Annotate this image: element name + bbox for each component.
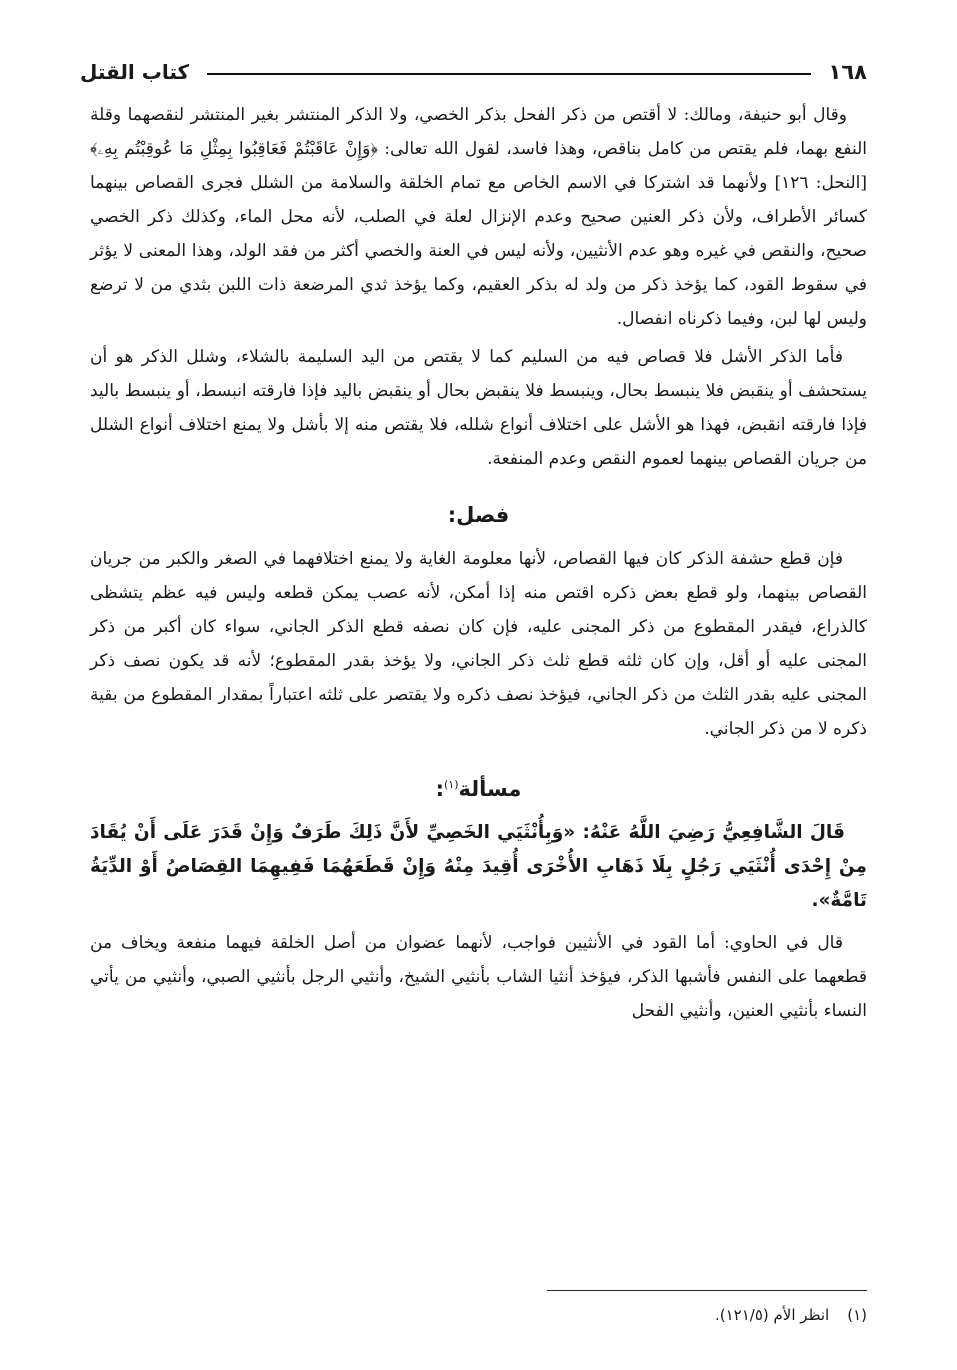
masala-heading xyxy=(90,768,867,806)
main-text xyxy=(90,98,867,1032)
section-heading: فصل: xyxy=(447,503,510,527)
footnote-rule xyxy=(547,1290,867,1291)
paragraph: قال في الحاوي: أما القود في الأنثيين فواجب، لأنهما عضوان من أصل الخلقة فيهما منفعة ويخاف من قطعهما على النفس فأشبها الذكر، فيؤخذ أنثيا الشاب بأنثيي الشيخ، وأنثيي الرجل بأنثيي الصبي، وأنثيي من يأتي النساء بأنثيي العنين، وأنثيي الفحل xyxy=(90,933,867,1021)
paragraph: وقال أبو حنيفة، ومالك: لا أقتص من ذكر الفحل بذكر الخصي، ولا الذكر المنتشر بغير المنتشر لنقصهما وقلة النفع بهما، فلم يقتص من كامل بناقص، وهذا فاسد، لقول الله تعالى: ﴿وَإِنْ عَاقَبْتُمْ فَعَاقِبُوا بِمِثْلِ مَا عُوقِبْتُم بِهِۦ﴾ [النحل: ١٢٦] ولأنهما قد اشتركا في الاسم الخاص مع تمام الخلقة والسلامة من الشلل فجرى القصاص بينهما كسائر الأطراف، ولأن ذكر العنين صحيح وعدم الإنزال لعلة في الصلب، لأنه محل الماء، وكذلك ذكر الخصي صحيح، والنقص في غيره وهو عدم الأنثيين، ولأنه ليس في العنة والخصي أكثر من فقد الولد، وهذا المعنى لا يؤثر في سقوط القود، كما يؤخذ ذكر من ولد له بذكر العقيم، وكما يؤخذ ثدي المرضعة ذات اللبن بثدي من لا ترضع وليس لها لبن، وفيما ذكرناه انفصال. xyxy=(90,105,867,329)
masala-heading-text: مسألة xyxy=(458,777,522,801)
chapter-title: كتاب القتل xyxy=(80,60,190,84)
header-rule xyxy=(207,73,810,75)
paragraph: فأما الذكر الأشل فلا قصاص فيه من السليم كما لا يقتص من اليد السليمة بالشلاء، وشلل الذكر هو أن يستحشف أو ينقبض فلا ينبسط بحال، وينبسط فلا ينقبض بحال أو ينقبض باليد فإذا فارقته انبسط، أو ينبسط باليد فإذا فارقته انقبض، فهذا هو الأشل على اختلاف أنواع شلله، فلا يقتص منه إلا بأشل ولا يمنع اختلاف أنواع الشلل من جريان القصاص بينهما لعموم النقص وعدم المنفعة. xyxy=(90,347,867,469)
page-number: ١٦٨ xyxy=(828,60,867,84)
paragraph: فإن قطع حشفة الذكر كان فيها القصاص، لأنها معلومة الغاية ولا يمنع اختلافهما في الصغر والكبر من جريان القصاص بينهما، ولو قطع بعض ذكره اقتص منه إذا أمكن، لأنه عصب يمكن قطعه وليس فيه عظم يتشظى كالذراع، فيقدر المقطوع من ذكر المجنى عليه، فإن كان نصفه قطع الذكر الجاني، سواء كان أكبر من ذكر المجنى عليه أو أقل، وإن كان ثلثه قطع ثلث ذكر الجاني، ولا يؤخذ بقدر المقطوع؛ لأنه قد يكون نصف ذكر المجنى عليه بقدر الثلث من ذكر الجاني، فيؤخذ نصف ذكره ولا يقتصر على ثلثه اعتباراً بمقدار المقطوع من بقية ذكره لا من ذكر الجاني. xyxy=(90,549,867,739)
matn-quote: قَالَ الشَّافِعِيُّ رَضِيَ اللَّهُ عَنْهُ: «وَبِأُنْثَيَي الخَصِيِّ لأَنَّ ذَلِكَ طَرَفٌ وَإِنْ قَدَرَ عَلَى أَنْ يُقَادَ مِنْ إِحْدَى أُنْثَيَي رَجُلٍ بِلَا ذَهَابِ الأُخْرَى أُقِيدَ مِنْهُ وَإِنْ قَطَعَهُمَا فَفِيهِمَا القِصَاصُ أَوْ الدِّيَةُ تَامَّةٌ». xyxy=(90,822,867,911)
footnote-mark: (١) xyxy=(847,1306,867,1324)
running-header xyxy=(80,52,867,92)
footnote-text: انظر الأم (١٢١/٥). xyxy=(714,1306,830,1324)
masala-heading-colon: : xyxy=(435,777,444,801)
footnote xyxy=(715,1302,867,1328)
footnote-reference: (١) xyxy=(444,778,459,791)
